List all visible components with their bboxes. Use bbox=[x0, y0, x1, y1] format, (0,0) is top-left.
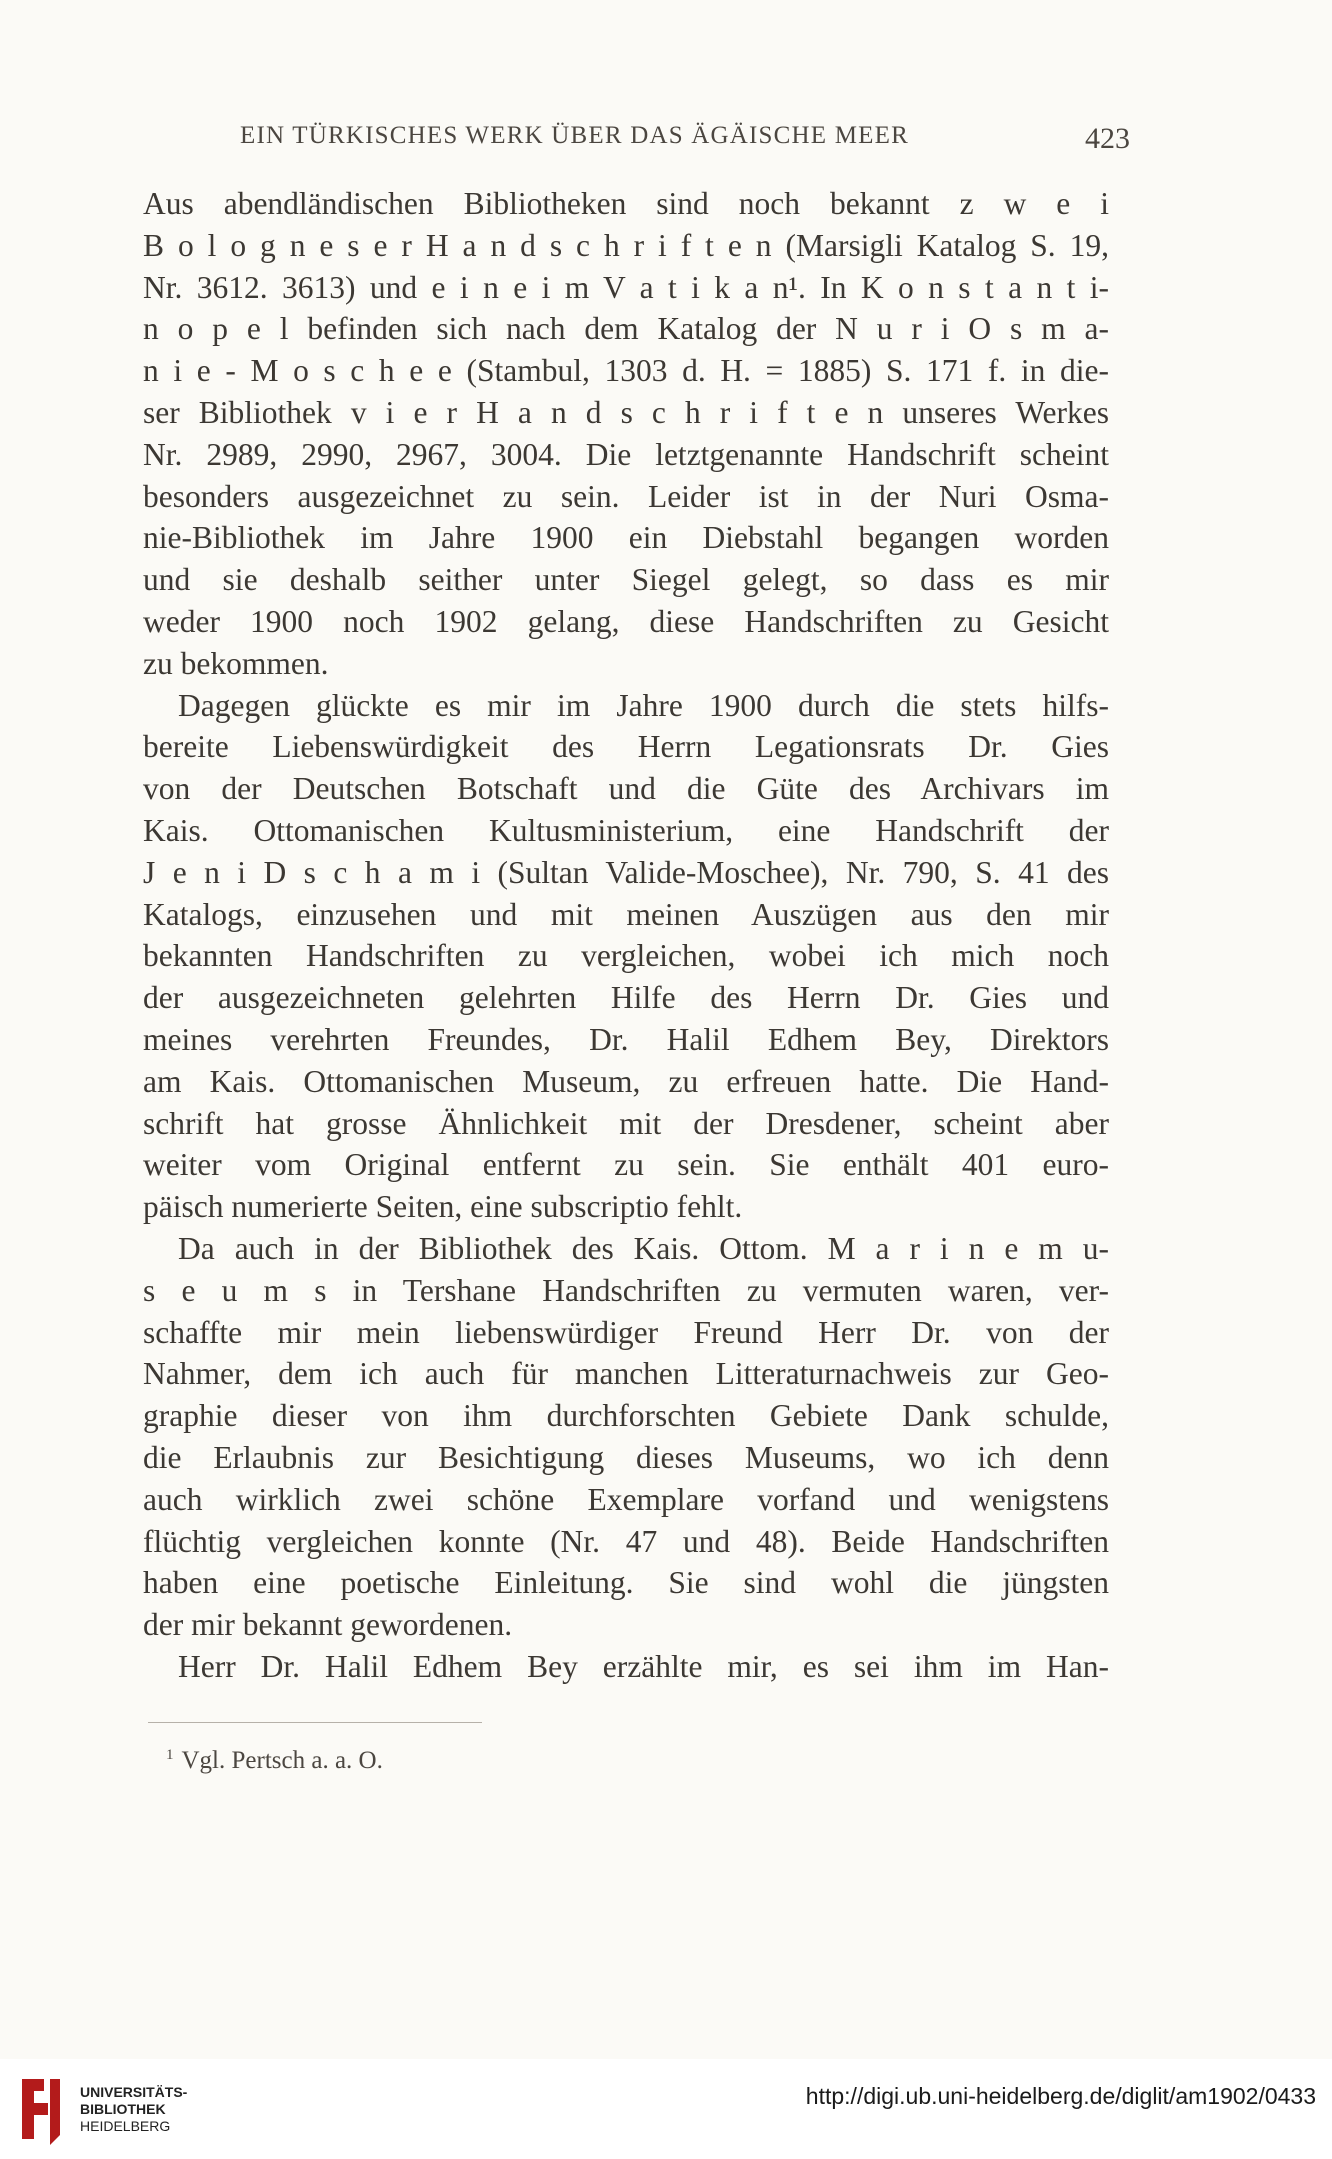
text-line: weiter vom Original entfernt zu sein. Sie enthält 401 euro- bbox=[143, 1147, 1109, 1183]
viewer-footer bbox=[0, 2059, 1332, 2159]
text-line: bekannten Handschriften zu vergleichen, wobei ich mich noch bbox=[143, 938, 1109, 974]
text-line: Da auch in der Bibliothek des Kais. Ottom. M a r i n e m u- bbox=[178, 1230, 1109, 1266]
text-line: Katalogs, einzusehen und mit meinen Auszügen aus den mir bbox=[143, 896, 1109, 932]
text-line: n i e - M o s c h e e (Stambul, 1303 d. H. = 1885) S. 171 f. in die- bbox=[143, 353, 1109, 389]
source-url-link[interactable]: http://digi.ub.uni-heidelberg.de/diglit/am1902/0433 bbox=[805, 2083, 1316, 2109]
text-line: J e n i D s c h a m i (Sultan Valide-Moschee), Nr. 790, S. 41 des bbox=[143, 854, 1109, 890]
text-line: nie-Bibliothek im Jahre 1900 ein Diebstahl begangen worden bbox=[143, 520, 1109, 556]
text-line: besonders ausgezeichnet zu sein. Leider ist in der Nuri Osma- bbox=[143, 478, 1109, 514]
text-line: ser Bibliothek v i e r H a n d s c h r i f t e n unseres Werkes bbox=[143, 394, 1109, 430]
text-line: B o l o g n e s e r H a n d s c h r i f t e n (Marsigli Katalog S. 19, bbox=[143, 227, 1109, 263]
text-line: Kais. Ottomanischen Kultusministerium, eine Handschrift der bbox=[143, 812, 1109, 848]
text-line: der ausgezeichneten gelehrten Hilfe des Herrn Dr. Gies und bbox=[143, 980, 1109, 1016]
body-text bbox=[143, 183, 1109, 1688]
text-line: auch wirklich zwei schöne Exemplare vorfand und wenigstens bbox=[143, 1481, 1109, 1517]
text-line: die Erlaubnis zur Besichtigung dieses Museums, wo ich denn bbox=[143, 1439, 1109, 1475]
library-name bbox=[80, 2084, 187, 2135]
footnote-text: Vgl. Pertsch a. a. O. bbox=[181, 1747, 383, 1774]
library-name-line: UNIVERSITÄTS- bbox=[80, 2084, 188, 2100]
text-line: Nr. 3612. 3613) und e i n e i m V a t i k a n¹. In K o n s t a n t i- bbox=[143, 269, 1109, 305]
text-line: n o p e l befinden sich nach dem Katalog der N u r i O s m a- bbox=[143, 311, 1109, 347]
text-line: am Kais. Ottomanischen Museum, zu erfreuen hatte. Die Hand- bbox=[143, 1063, 1109, 1099]
text-line: s e u m s in Tershane Handschriften zu vermuten waren, ver- bbox=[143, 1272, 1109, 1308]
footnote-marker: 1 bbox=[166, 1747, 174, 1763]
text-line: und sie deshalb seither unter Siegel gelegt, so dass es mir bbox=[143, 562, 1109, 598]
text-line: zu bekommen. bbox=[143, 645, 329, 681]
page-number: 423 bbox=[1085, 122, 1130, 155]
text-line: graphie dieser von ihm durchforschten Gebiete Dank schulde, bbox=[143, 1398, 1109, 1434]
text-line: weder 1900 noch 1902 gelang, diese Handschriften zu Gesicht bbox=[143, 603, 1109, 639]
text-line: Dagegen glückte es mir im Jahre 1900 durch die stets hilfs- bbox=[178, 687, 1109, 723]
text-line: haben eine poetische Einleitung. Sie sind wohl die jüngsten bbox=[143, 1565, 1109, 1601]
text-line: meines verehrten Freundes, Dr. Halil Edhem Bey, Direktors bbox=[143, 1021, 1109, 1057]
running-title: EIN TÜRKISCHES WERK ÜBER DAS ÄGÄISCHE MEER bbox=[240, 122, 909, 149]
text-line: Aus abendländischen Bibliotheken sind noch bekannt z w e i bbox=[143, 186, 1109, 221]
library-logo-icon bbox=[14, 2069, 66, 2147]
footnote bbox=[166, 1747, 383, 1775]
text-line: päisch numerierte Seiten, eine subscriptio fehlt. bbox=[143, 1189, 743, 1225]
library-name-line: BIBLIOTHEK bbox=[80, 2101, 166, 2117]
text-line: Herr Dr. Halil Edhem Bey erzählte mir, es sei ihm im Han- bbox=[178, 1648, 1109, 1684]
text-line: von der Deutschen Botschaft und die Güte des Archivars im bbox=[143, 771, 1109, 807]
text-line: der mir bekannt gewordenen. bbox=[143, 1607, 513, 1643]
text-line: Nahmer, dem ich auch für manchen Litteraturnachweis zur Geo- bbox=[143, 1356, 1109, 1392]
text-line: Nr. 2989, 2990, 2967, 3004. Die letztgenannte Handschrift scheint bbox=[143, 436, 1109, 472]
page-header bbox=[240, 118, 1130, 158]
text-line: bereite Liebenswürdigkeit des Herrn Legationsrats Dr. Gies bbox=[143, 729, 1109, 765]
text-line: schaffte mir mein liebenswürdiger Freund Herr Dr. von der bbox=[143, 1314, 1109, 1350]
footnote-rule bbox=[148, 1722, 482, 1723]
library-name-line: HEIDELBERG bbox=[80, 2118, 171, 2134]
text-line: schrift hat grosse Ähnlichkeit mit der Dresdener, scheint aber bbox=[143, 1105, 1109, 1141]
text-line: flüchtig vergleichen konnte (Nr. 47 und 48). Beide Handschriften bbox=[143, 1523, 1109, 1559]
